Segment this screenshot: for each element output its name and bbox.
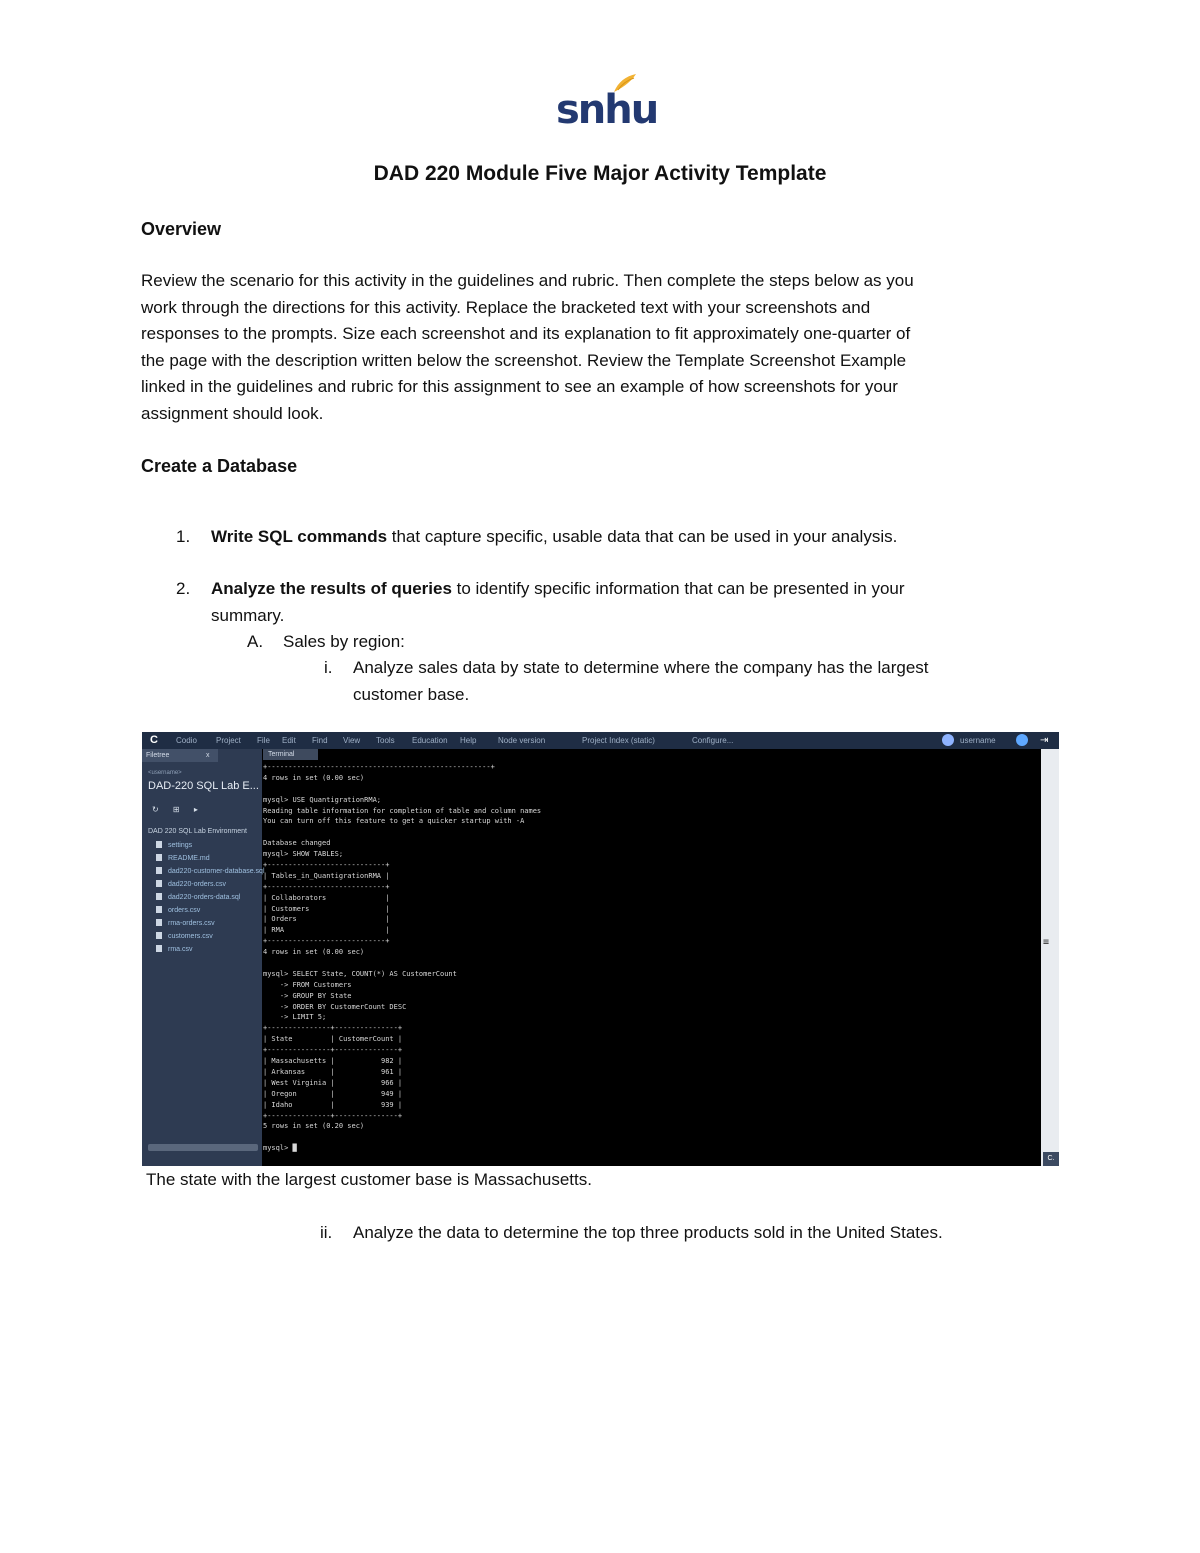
codio-logo: C — [150, 734, 158, 746]
ide-toolbar — [142, 732, 1059, 749]
snhu-logo — [556, 72, 658, 134]
terminal-line: +---------------+---------------+ — [263, 1024, 403, 1033]
overview-line: Review the scenario for this activity in the guidelines and rubric. Then complete the steps below as you — [141, 271, 914, 290]
terminal-line: | Orders | — [263, 915, 390, 924]
terminal-line: 4 rows in set (0.00 sec) — [263, 773, 365, 782]
terminal-line: +----------------------------+ — [263, 861, 390, 870]
file-icon — [156, 854, 162, 861]
list-bold: Write SQL commands — [211, 527, 388, 546]
file-item[interactable]: README.md — [156, 854, 210, 862]
list-text: Analyze sales data by state to determine where the company has the largest — [353, 658, 929, 677]
list-letter: A. — [247, 632, 264, 651]
terminal-line — [263, 827, 1041, 838]
terminal-line: | Oregon | 949 | — [263, 1089, 403, 1098]
file-icon — [156, 841, 162, 848]
terminal-screenshot — [142, 732, 1059, 1166]
terminal-line: | West Virginia | 966 | — [263, 1078, 403, 1087]
list-rest: that capture specific, usable data that can be used in your analysis. — [387, 527, 898, 546]
list-text — [211, 576, 905, 603]
terminal-line: -> ORDER BY CustomerCount DESC — [263, 1002, 407, 1011]
file-item[interactable]: dad220-orders-data.sql — [156, 893, 240, 901]
file-icon — [156, 893, 162, 900]
logout-icon[interactable]: ⇥ — [1040, 735, 1049, 746]
logo-wordmark: snhu — [556, 87, 658, 133]
file-item[interactable]: rma.csv — [156, 945, 193, 953]
terminal-line: +---------------+---------------+ — [263, 1111, 403, 1120]
screenshot-caption: The state with the largest customer base is Massachusetts. — [146, 1170, 592, 1189]
horizontal-scrollbar[interactable] — [148, 1144, 258, 1151]
terminal-line: | Customers | — [263, 904, 390, 913]
overview-heading: Overview — [141, 219, 222, 239]
overview-paragraph — [141, 268, 1061, 427]
file-item[interactable]: customers.csv — [156, 932, 213, 940]
list-text: Sales by region: — [283, 632, 405, 651]
terminal-output[interactable] — [263, 762, 1041, 1166]
terminal-line — [263, 1132, 1041, 1143]
file-item[interactable]: settings — [156, 841, 192, 849]
file-item[interactable]: dad220-orders.csv — [156, 880, 226, 888]
page-title: DAD 220 Module Five Major Activity Template — [373, 162, 827, 185]
username-label: <username> — [148, 770, 182, 776]
create-database-heading: Create a Database — [141, 456, 298, 476]
terminal-line: | Tables_in_QuantigrationRMA | — [263, 871, 390, 880]
file-icon — [156, 880, 162, 887]
tree-root[interactable]: DAD 220 SQL Lab Environment — [148, 828, 247, 835]
menu-item[interactable]: Edit — [282, 736, 296, 745]
list-bold: Analyze the results of queries — [211, 579, 452, 598]
list-number: 2. — [176, 579, 191, 598]
file-item[interactable]: orders.csv — [156, 906, 200, 914]
menu-lines-icon[interactable]: ≡ — [1043, 937, 1050, 948]
terminal-line: -> FROM Customers — [263, 980, 352, 989]
file-icon — [156, 919, 162, 926]
menu-item[interactable]: Find — [312, 736, 328, 745]
list-text — [211, 524, 897, 551]
terminal-line: You can turn off this feature to get a quicker startup with -A — [263, 817, 525, 826]
file-icon — [156, 932, 162, 939]
terminal-line: 4 rows in set (0.00 sec) — [263, 948, 365, 957]
terminal-line — [263, 958, 1041, 969]
terminal-line: Database changed — [263, 839, 331, 848]
user-name: username — [960, 736, 996, 745]
file-tree-panel — [142, 749, 265, 1166]
terminal-line: -> LIMIT 5; — [263, 1013, 327, 1022]
project-index-dropdown[interactable]: Project Index (static) — [582, 736, 655, 745]
terminal-line: | Idaho | 939 | — [263, 1100, 403, 1109]
terminal-line: | RMA | — [263, 926, 390, 935]
terminal-tab[interactable]: Terminal — [263, 749, 318, 760]
menu-item[interactable]: Tools — [376, 736, 395, 745]
menu-item[interactable]: Codio — [176, 736, 197, 745]
menu-item[interactable]: Education — [412, 736, 448, 745]
terminal-line: mysql> SELECT State, COUNT(*) AS CustomerCount — [263, 969, 457, 978]
terminal-line: 5 rows in set (0.20 sec) — [263, 1122, 365, 1131]
terminal-line: Reading table information for completion of table and column names — [263, 806, 542, 815]
tree-actions[interactable]: ↻ ⊞ ▸ — [152, 805, 204, 814]
terminal-line — [263, 784, 1041, 795]
list-text: Analyze the data to determine the top three products sold in the United States. — [353, 1223, 943, 1242]
list-continuation: customer base. — [353, 684, 470, 704]
terminal-line: mysql> SHOW TABLES; — [263, 850, 344, 859]
terminal-line: | Arkansas | 961 | — [263, 1067, 403, 1076]
file-icon — [156, 906, 162, 913]
terminal-line: | Massachusetts | 982 | — [263, 1057, 403, 1066]
list-rest: to identify specific information that can be presented in your — [451, 579, 905, 598]
menu-item[interactable]: Project — [216, 736, 241, 745]
box-version-dropdown[interactable]: Node version — [498, 736, 546, 745]
right-rail — [1041, 749, 1059, 1166]
terminal-line: | Collaborators | — [263, 893, 390, 902]
overview-line: responses to the prompts. Size each screenshot and its explanation to fit approximately one-quarter of — [141, 324, 911, 343]
list-continuation: summary. — [211, 605, 285, 625]
terminal-line: -> GROUP BY State — [263, 991, 352, 1000]
power-icon[interactable] — [1016, 734, 1028, 746]
user-avatar[interactable] — [942, 734, 954, 746]
configure-dropdown[interactable]: Configure... — [692, 736, 734, 745]
project-name: DAD-220 SQL Lab E... — [148, 780, 259, 792]
terminal-line: +----------------------------+ — [263, 882, 390, 891]
corner-badge[interactable]: C. — [1043, 1152, 1059, 1166]
file-icon — [156, 867, 162, 874]
overview-line: assignment should look. — [141, 403, 324, 423]
terminal-line: | State | CustomerCount | — [263, 1035, 403, 1044]
terminal-line: +-----------------------------------------------------+ — [263, 763, 495, 771]
terminal-line: +---------------+---------------+ — [263, 1046, 403, 1055]
list-number: 1. — [176, 527, 191, 546]
overview-line: linked in the guidelines and rubric for this assignment to see an example of how screenshots for your — [141, 377, 898, 396]
file-item[interactable]: dad220-customer-database.sql — [156, 867, 265, 875]
list-roman: i. — [324, 658, 333, 677]
menu-item[interactable]: File — [257, 736, 270, 745]
terminal-line: mysql> USE QuantigrationRMA; — [263, 795, 382, 804]
terminal-line: +----------------------------+ — [263, 937, 390, 946]
terminal-line: mysql> █ — [263, 1144, 297, 1153]
menu-item[interactable]: Help — [460, 736, 477, 745]
list-roman: ii. — [320, 1223, 333, 1242]
overview-line: the page with the description written below the screenshot. Review the Template Screenshot Example — [141, 350, 907, 370]
file-icon — [156, 945, 162, 952]
file-item[interactable]: rma-orders.csv — [156, 919, 215, 927]
filetree-tab[interactable]: Filetree x — [142, 749, 218, 762]
close-icon[interactable]: x — [206, 752, 210, 759]
menu-item[interactable]: View — [343, 736, 361, 745]
overview-line: work through the directions for this activity. Replace the bracketed text with your screenshots and — [141, 297, 871, 317]
